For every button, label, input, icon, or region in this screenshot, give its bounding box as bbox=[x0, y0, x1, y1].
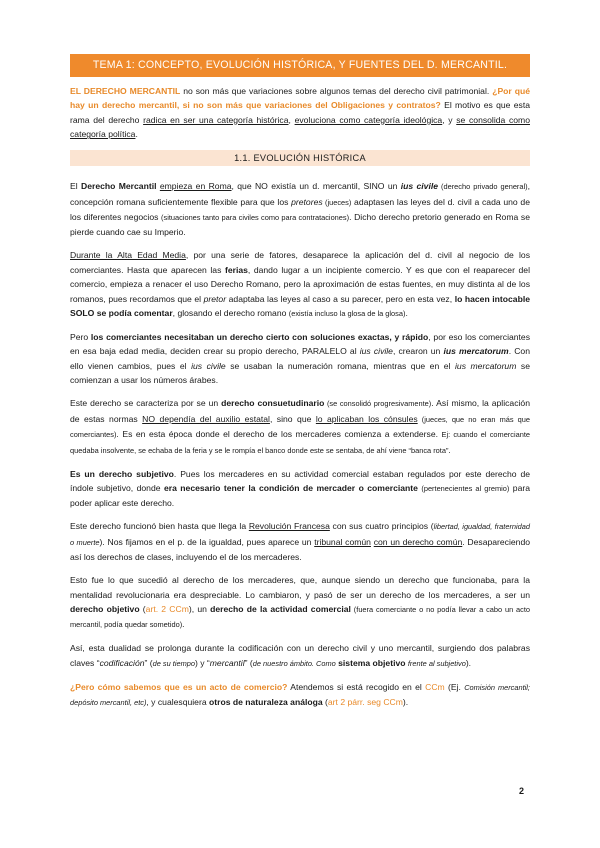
paragraph-2: Durante la Alta Edad Media, por una serie de fatores, desaparece la aplicación del d. civil al negocio de los comerciantes. Hasta que aparecen las ferias, dando lugar a un incipiente comercio. Y es que con el reaparecer del comercio, empieza a renacer el uso Derecho Romano, pero la aproximación de estas fuentes, en muy distinta al de los romanos, pues recordamos que el pretor adaptaba las leyes al caso a su parecer, pero en esta vez, lo hacen intocable SOLO se podía comentar, glosando el derecho romano (existía incluso la glosa de la glosa). bbox=[70, 250, 531, 319]
paragraph-7: Esto fue lo que sucedió al derecho de los mercaderes, que, aunque siendo un derecho que funcionaba, para la mentalidad revolucionaria era despreciable. Lo cambiaron, y pasó de ser un derecho de los mercaderes, a ser un derecho objetivo (art. 2 CCm), un derecho de la actividad comercial (fuera comerciante o no podía llevar a cabo un acto mercantil, podía quedar sometido). bbox=[70, 575, 531, 630]
page-number: 2 bbox=[519, 786, 525, 796]
paragraph-1: El Derecho Mercantil empieza en Roma, que NO existía un d. mercantil, SINO un ius civile (derecho privado general), concepción romana suficientemente flexible para que los pretores (jueces) adaptasen las leyes del d. civil a cada uno de los diferentes negocios (situaciones tanto para civiles como para contrataciones). Dicho derecho pretorio generado en Roma se pierde cuando cae su Imperio. bbox=[70, 181, 530, 238]
intro-paragraph: EL DERECHO MERCANTIL no son más que variaciones sobre algunos temas del derecho civil patrimonial. ¿Por qué hay un derecho mercantil, si no son más que variaciones del Obligaciones y contratos? El motivo es que esta rama del derecho radica en ser una categoría histórica, evoluciona como categoría ideológica, y se consolida como categoría política. bbox=[70, 86, 530, 140]
paragraph-4: Este derecho se caracteriza por se un derecho consuetudinario (se consolidó progresivamente). Así mismo, la aplicación de estas normas NO dependía del auxilio estatal, sino que lo aplicaban los cónsules (jueces, que no eran más que comerciantes). Es en esta época donde el derecho de los mercaderes comienza a extenderse. Ej: cuando el comerciante quedaba insolvente, se echaba de la feria y se le rompía el banco donde este se sentaba, de ahí viene “banca rota”. bbox=[70, 398, 531, 455]
section-heading: 1.1. EVOLUCIÓN HISTÓRICA bbox=[70, 150, 530, 166]
paragraph-3: Pero los comerciantes necesitaban un derecho cierto con soluciones exactas, y rápido, por eso los comerciantes en esa baja edad media, deciden crear su propio derecho, PARALELO al ius civile, crearon un ius mercatorum. Con ello vienen cambios, pues el ius civile se usaban la numeración romana, mientras que en el ius mercatorum se comienzan a usar los números árabes. bbox=[70, 332, 530, 386]
document-page bbox=[70, 54, 530, 719]
paragraph-8: Así, esta dualidad se prolonga durante la codificación con un derecho civil y uno mercantil, surgiendo dos palabras claves “codificación” (de su tiempo) y “mercantil” (de nuestro ámbito. Como sistema objetivo frente al subjetivo). bbox=[70, 643, 530, 668]
chapter-title: TEMA 1: CONCEPTO, EVOLUCIÓN HISTÓRICA, Y FUENTES DEL D. MERCANTIL. bbox=[70, 54, 530, 77]
paragraph-9: ¿Pero cómo sabemos que es un acto de comercio? Atendemos si está recogido en el CCm (Ej. Comisión mercantil; depósito mercantil, etc), y cualesquiera otros de naturaleza análoga (art 2 párr. seg CCm). bbox=[70, 681, 530, 708]
paragraph-5: Es un derecho subjetivo. Pues los mercaderes en su actividad comercial estaban regulados por este derecho de índole subjetivo, donde era necesario tener la condición de mercader o comerciante (pertenecientes al gremio) para poder aplicar este derecho. bbox=[70, 468, 531, 509]
paragraph-6: Este derecho funcionó bien hasta que llega la Revolución Francesa con sus cuatro principios (libertad, igualdad, fraternidad o muerte). Nos fijamos en el p. de la igualdad, pues aparece un tribunal común con un derecho común. Desapareciendo así los derechos de clases, incluyendo el de los mercaderes. bbox=[70, 521, 530, 563]
